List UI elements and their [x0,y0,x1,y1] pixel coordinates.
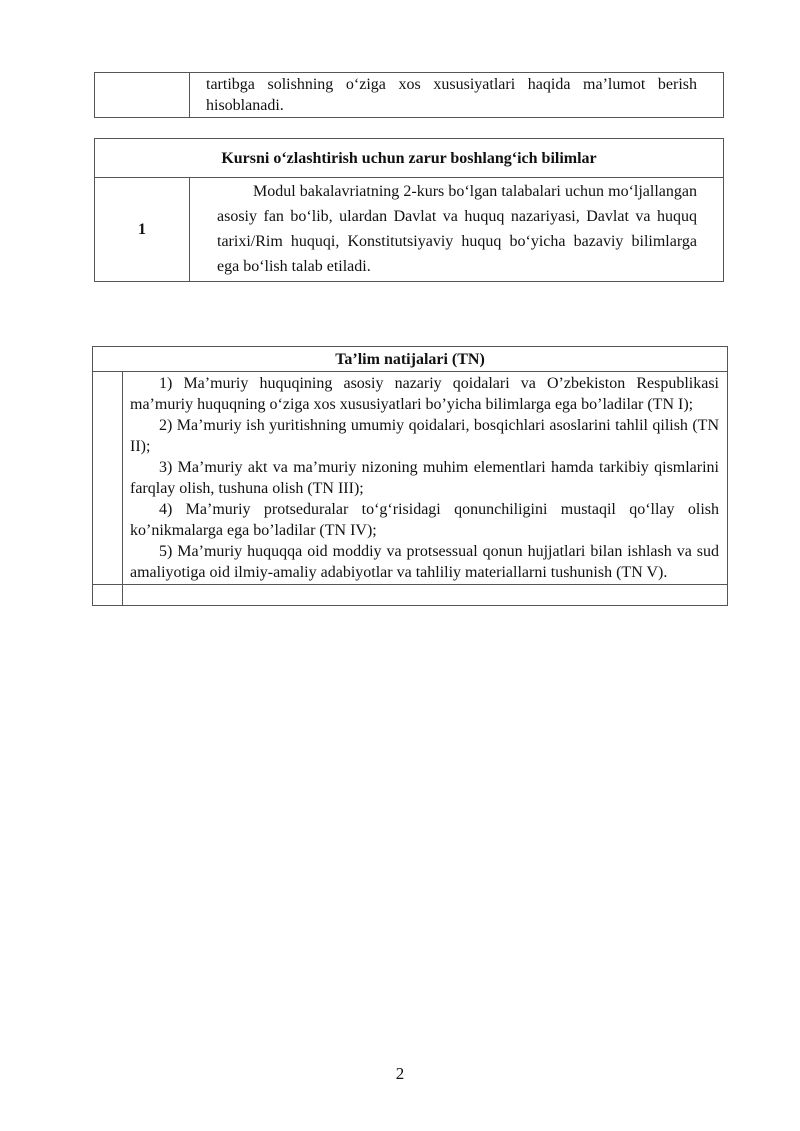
outcome-item: 1) Ma’muriy huquqining asosiy nazariy qoidalari va O’zbekiston Respublikasi ma’muriy huquqning o‘ziga xos xususiyatlari bo’yicha bilimlarga ega bo’ladilar (TN I); [130,375,719,413]
outcome-item: 2) Ma’muriy ish yuritishning umumiy qoidalari, bosqichlari asoslarini tahlil qilish (TN II); [130,417,719,455]
page-number: 2 [395,1064,405,1083]
outcome-item: 4) Ma’muriy protseduralar to‘g‘risidagi qonunchiligini mustaqil qo‘llay olish ko’nikmalarga ega bo’ladilar (TN IV); [130,501,719,539]
empty-cell [123,585,728,606]
continuation-text: tartibga solishning o‘ziga xos xususiyatlari haqida ma’lumot berish hisoblanadi. [190,73,724,118]
prerequisites-table [94,138,724,282]
table-header-row [93,347,728,372]
row-number-cell [95,73,190,118]
outcomes-table [92,346,728,606]
row-number-cell: 1 [95,178,190,282]
table-row [93,585,728,606]
prerequisites-text-cell [190,178,724,282]
empty-cell [93,372,123,585]
outcome-item: 3) Ma’muriy akt va ma’muriy nizoning muhim elementlari hamda tarkibiy qismlarini farqlay olish, tushuna olish (TN III); [130,459,719,497]
continuation-table [94,72,724,118]
prerequisites-text: Modul bakalavriatning 2-kurs bo‘lgan talabalari uchun mo‘ljallangan asosiy fan bo‘lib, ulardan Davlat va huquq nazariyasi, Davlat va huquq tarixi/Rim huquqi, Konstitutsiyaviy huquq bo‘yicha bazaviy bilimlarga ega bo‘lish talab etiladi. [217,183,697,275]
prerequisites-heading: Kursni o‘zlashtirish uchun zarur boshlang‘ich bilimlar [95,139,724,178]
table-row [95,73,724,118]
table-row [93,372,728,585]
outcomes-list [123,372,728,585]
table-header-row [95,139,724,178]
empty-cell [93,585,123,606]
table-row [95,178,724,282]
outcome-item: 5) Ma’muriy huquqqa oid moddiy va protsessual qonun hujjatlari bilan ishlash va sud amaliyotiga oid ilmiy-amaliy adabiyotlar va tahliliy materiallarni tushunish (TN V). [130,543,719,581]
outcomes-heading: Ta’lim natijalari (TN) [93,347,728,372]
